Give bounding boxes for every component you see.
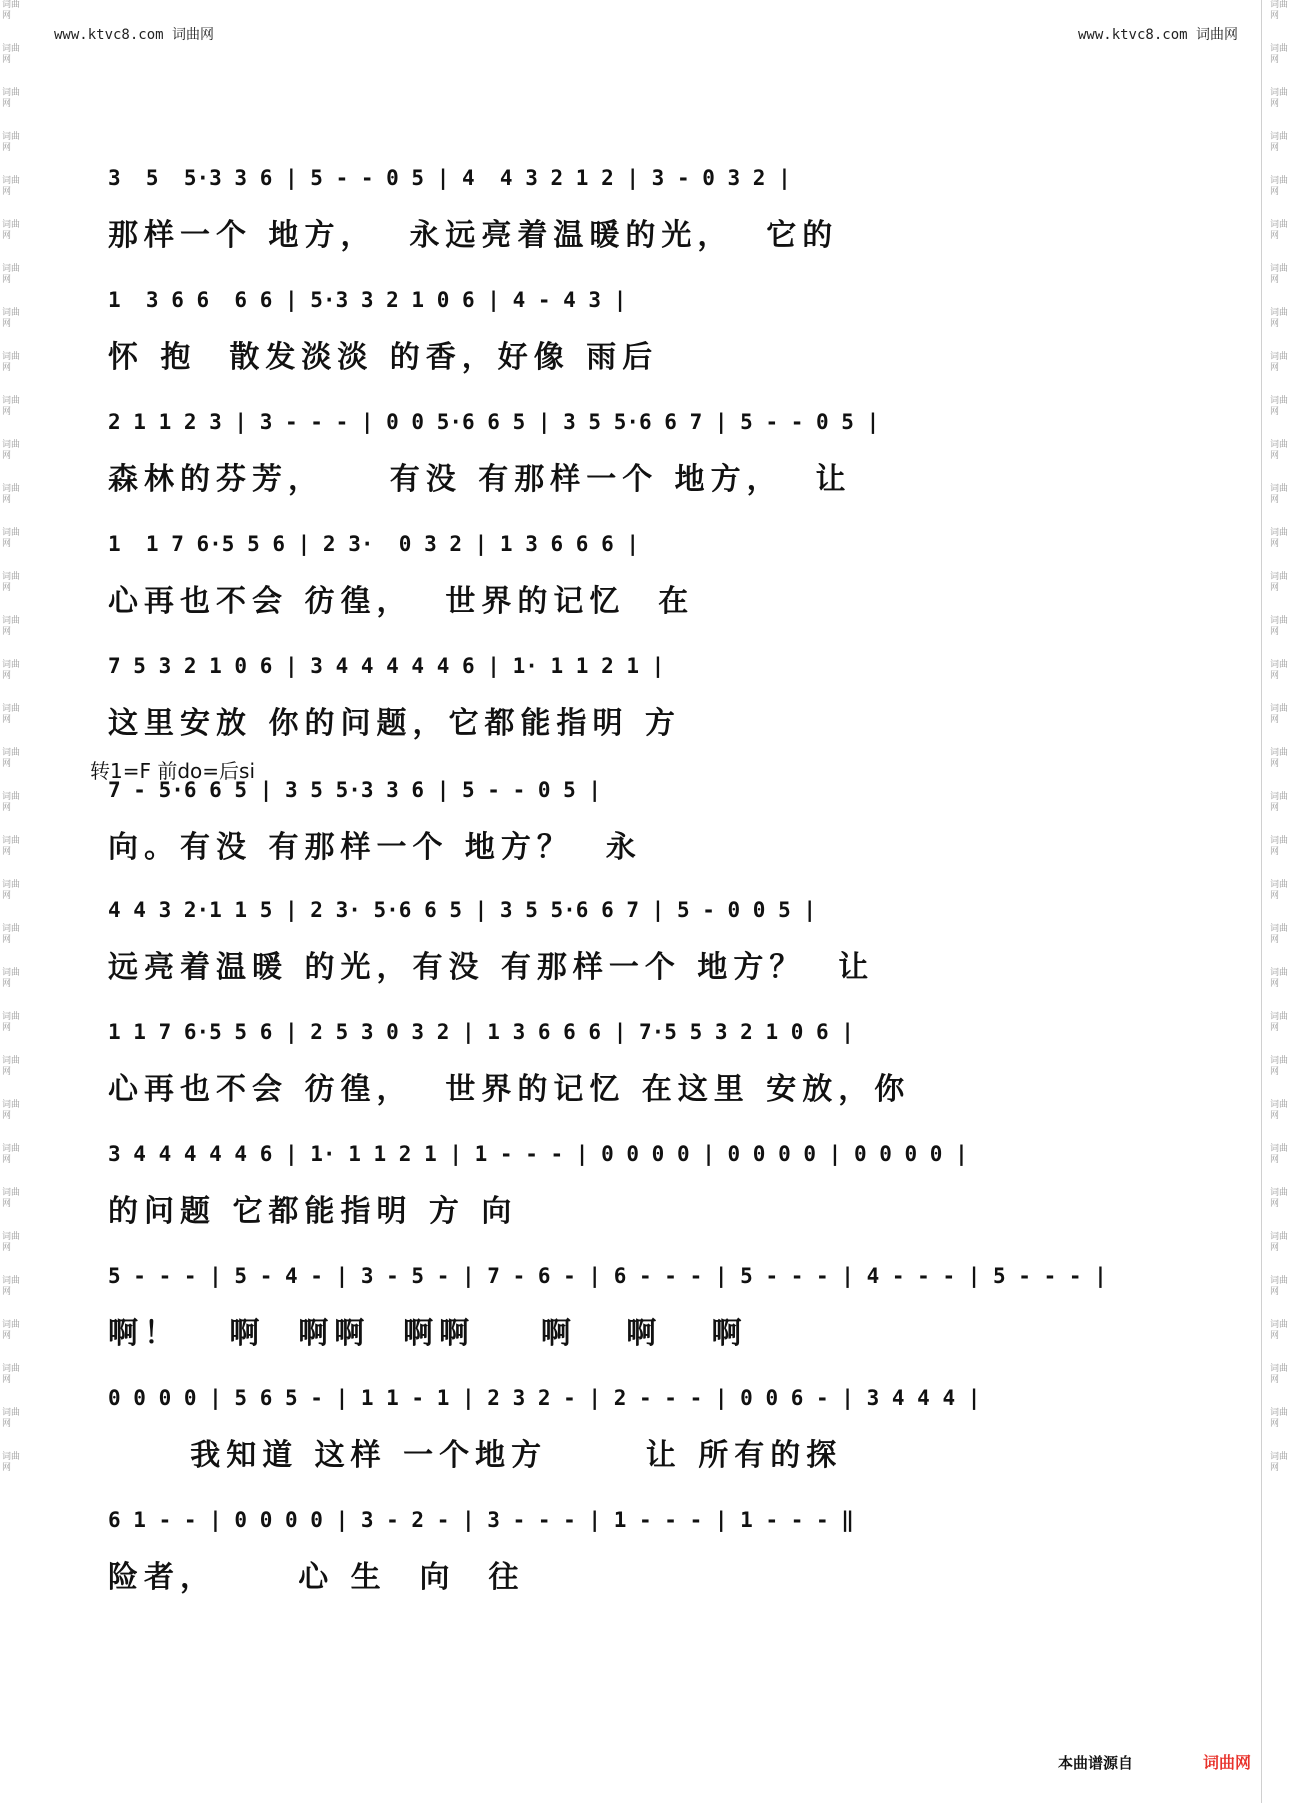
side-watermark-text: 词曲网 [1270, 0, 1288, 21]
side-watermark-text: 词曲网 [1270, 352, 1288, 373]
numbered-notes: 2 1 1 2 3 | 3 - - - | 0 0 5·6 6 5 | 3 5 5·6 6 7 | 5 - - 0 5 | [108, 410, 880, 434]
numbered-notes: 0 0 0 0 | 5 6 5 - | 1 1 - 1 | 2 3 2 - | 2 - - - | 0 0 6 - | 3 4 4 4 | [108, 1386, 981, 1410]
lyric-row: 这里安放 你的问题，它都能指明 方 [108, 706, 681, 741]
side-watermark-text: 词曲网 [1270, 1012, 1288, 1033]
side-watermark-text: 词曲网 [2, 880, 20, 901]
side-watermark-text: 词曲网 [1270, 660, 1288, 681]
side-watermark-text: 词曲网 [1270, 1232, 1288, 1253]
side-watermark-text: 词曲网 [2, 1056, 20, 1077]
side-watermark-text: 词曲网 [2, 1320, 20, 1341]
side-watermark-text: 词曲网 [2, 0, 20, 21]
numbered-notes: 6 1 - - | 0 0 0 0 | 3 - 2 - | 3 - - - | 1 - - - | 1 - - - ‖ [108, 1508, 854, 1532]
side-watermark-text: 词曲网 [2, 396, 20, 417]
side-watermark-text: 词曲网 [1270, 440, 1288, 461]
lyric-row: 那样一个 地方， 永远亮着温暖的光， 它的 [108, 218, 839, 253]
side-watermark-text: 词曲网 [1270, 836, 1288, 857]
side-watermark-text: 词曲网 [2, 1452, 20, 1473]
side-watermark-text: 词曲网 [1270, 748, 1288, 769]
side-watermark-text: 词曲网 [2, 1408, 20, 1429]
side-watermark-text: 词曲网 [1270, 968, 1288, 989]
side-watermark-text: 词曲网 [2, 572, 20, 593]
lyric-row: 险者， 心 生 向 往 [108, 1560, 525, 1595]
side-watermark-text: 词曲网 [2, 352, 20, 373]
notation-row [108, 1012, 1118, 1056]
notation-row [108, 770, 1118, 814]
numbered-notes: 1 3 6 6 6 6 | 5·3 3 2 1 0 6 | 4 - 4 3 | [108, 288, 627, 312]
side-watermark-text: 词曲网 [2, 704, 20, 725]
side-watermark-text: 词曲网 [1270, 1188, 1288, 1209]
notation-row [108, 1500, 1118, 1544]
side-watermark-text: 词曲网 [2, 924, 20, 945]
numbered-notes: 7 - 5·6 6 5 | 3 5 5·3 3 6 | 5 - - 0 5 | [108, 778, 602, 802]
side-watermark-text: 词曲网 [2, 1232, 20, 1253]
side-watermark-text: 词曲网 [2, 836, 20, 857]
side-watermark-text: 词曲网 [2, 968, 20, 989]
side-watermark-text: 词曲网 [2, 132, 20, 153]
notation-row [108, 280, 1118, 324]
side-watermark-text: 词曲网 [1270, 616, 1288, 637]
key-change-marking: 转1=F 前do=后si [90, 759, 256, 783]
lyric-row: 怀 抱 散发淡淡 的香，好像 雨后 [108, 340, 659, 375]
numbered-notes: 7 5 3 2 1 0 6 | 3 4 4 4 4 4 6 | 1· 1 1 2 1 | [108, 654, 665, 678]
side-watermark-text: 词曲网 [1270, 220, 1288, 241]
side-watermark-text: 词曲网 [1270, 792, 1288, 813]
lyric-row: 向。有没 有那样一个 地方？ 永 [108, 830, 642, 865]
header-site-right: www.ktvc8.com 词曲网 [1077, 27, 1238, 43]
footer-site-name: 词曲网 [1203, 1753, 1252, 1772]
side-watermark-text: 词曲网 [2, 1012, 20, 1033]
side-watermark-text: 词曲网 [1270, 528, 1288, 549]
side-watermark-text: 词曲网 [2, 616, 20, 637]
side-watermark-text: 词曲网 [1270, 880, 1288, 901]
side-watermark-text: 词曲网 [1270, 1364, 1288, 1385]
side-watermark-text: 词曲网 [2, 220, 20, 241]
header-site-left: www.ktvc8.com 词曲网 [54, 27, 215, 43]
side-watermark-text: 词曲网 [2, 176, 20, 197]
side-watermark-text: 词曲网 [1270, 1320, 1288, 1341]
side-watermark-text: 词曲网 [2, 792, 20, 813]
notation-row [108, 1378, 1118, 1422]
notation-row [108, 158, 1118, 202]
notation-row [108, 402, 1118, 446]
side-watermark-text: 词曲网 [2, 1100, 20, 1121]
side-watermark-text: 词曲网 [1270, 484, 1288, 505]
side-watermark-text: 词曲网 [2, 1276, 20, 1297]
numbered-notes: 1 1 7 6·5 5 6 | 2 3· 0 3 2 | 1 3 6 6 6 | [108, 532, 640, 556]
side-watermark-text: 词曲网 [1270, 132, 1288, 153]
side-watermark-text: 词曲网 [2, 1364, 20, 1385]
side-watermark-text: 词曲网 [1270, 1452, 1288, 1473]
side-watermark-text: 词曲网 [1270, 704, 1288, 725]
side-watermark-text: 词曲网 [1270, 88, 1288, 109]
lyric-row: 我知道 这样 一个地方 让 所有的探 [108, 1438, 843, 1473]
side-watermark-text: 词曲网 [2, 1144, 20, 1165]
notation-row [108, 1134, 1118, 1178]
numbered-notes: 3 5 5·3 3 6 | 5 - - 0 5 | 4 4 3 2 1 2 | 3 - 0 3 2 | [108, 166, 791, 190]
side-watermark-text: 词曲网 [2, 440, 20, 461]
side-watermark-text: 词曲网 [1270, 924, 1288, 945]
lyric-row: 心再也不会 彷徨， 世界的记忆 在这里 安放，你 [108, 1072, 911, 1107]
side-watermark-text: 词曲网 [1270, 396, 1288, 417]
notation-row [108, 524, 1118, 568]
lyric-row: 的问题 它都能指明 方 向 [108, 1194, 518, 1229]
side-watermark-text: 词曲网 [1270, 572, 1288, 593]
side-watermark-text: 词曲网 [2, 1188, 20, 1209]
side-watermark-text: 词曲网 [2, 528, 20, 549]
side-watermark-text: 词曲网 [2, 88, 20, 109]
lyric-row: 心再也不会 彷徨， 世界的记忆 在 [108, 584, 695, 619]
notation-row [108, 646, 1118, 690]
lyric-row: 啊！ 啊 啊啊 啊啊 啊 啊 啊 [108, 1316, 748, 1351]
side-watermark-text: 词曲网 [2, 484, 20, 505]
side-watermark-text: 词曲网 [1270, 264, 1288, 285]
side-watermark-text: 词曲网 [1270, 176, 1288, 197]
numbered-notes: 1 1 7 6·5 5 6 | 2 5 3 0 3 2 | 1 3 6 6 6 | 7·5 5 3 2 1 0 6 | [108, 1020, 854, 1044]
numbered-notes: 3 4 4 4 4 4 6 | 1· 1 1 2 1 | 1 - - - | 0 0 0 0 | 0 0 0 0 | 0 0 0 0 | [108, 1142, 968, 1166]
lyric-row: 远亮着温暖 的光，有没 有那样一个 地方？ 让 [108, 950, 875, 985]
side-watermark-text: 词曲网 [2, 748, 20, 769]
side-watermark-text: 词曲网 [1270, 1100, 1288, 1121]
side-watermark-text: 词曲网 [1270, 308, 1288, 329]
side-watermark-text: 词曲网 [2, 660, 20, 681]
numbered-notes: 4 4 3 2·1 1 5 | 2 3· 5·6 6 5 | 3 5 5·6 6 7 | 5 - 0 0 5 | [108, 898, 817, 922]
notation-row [108, 890, 1118, 934]
side-watermark-text: 词曲网 [2, 308, 20, 329]
footer-source-label: 本曲谱源自 [1058, 1754, 1134, 1772]
lyric-row: 森林的芬芳， 有没 有那样一个 地方， 让 [108, 462, 852, 497]
side-watermark-text: 词曲网 [1270, 44, 1288, 65]
side-watermark-text: 词曲网 [1270, 1276, 1288, 1297]
side-watermark-text: 词曲网 [2, 264, 20, 285]
notation-row [108, 1256, 1118, 1300]
side-watermark-text: 词曲网 [1270, 1408, 1288, 1429]
side-watermark-text: 词曲网 [1270, 1144, 1288, 1165]
side-watermark-text: 词曲网 [2, 44, 20, 65]
side-watermark-text: 词曲网 [1270, 1056, 1288, 1077]
numbered-notes: 5 - - - | 5 - 4 - | 3 - 5 - | 7 - 6 - | 6 - - - | 5 - - - | 4 - - - | 5 - - - | [108, 1264, 1107, 1288]
